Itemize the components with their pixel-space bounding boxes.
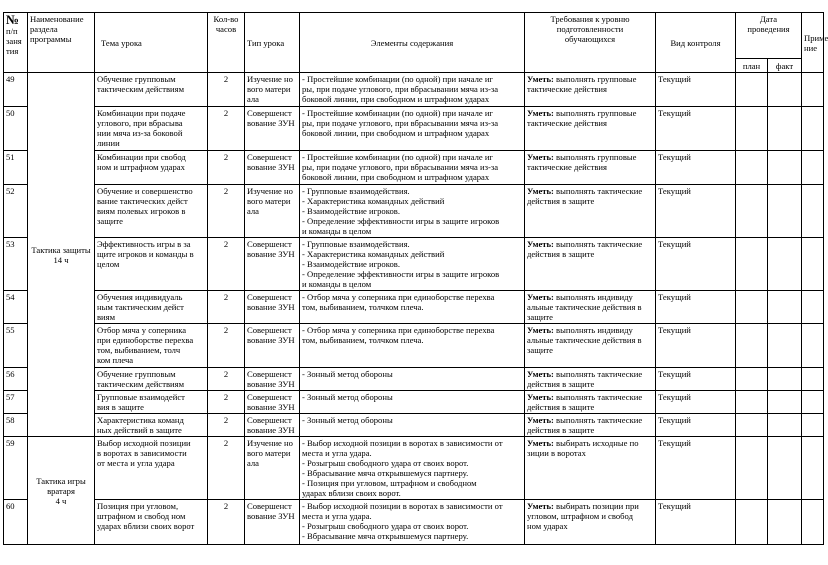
lesson-control: Текущий bbox=[656, 185, 736, 238]
lesson-number: 59 bbox=[4, 437, 28, 500]
lesson-control: Текущий bbox=[656, 73, 736, 107]
date-plan bbox=[736, 185, 768, 238]
lesson-number: 52 bbox=[4, 185, 28, 238]
table-row bbox=[4, 437, 824, 500]
lesson-number: 60 bbox=[4, 500, 28, 545]
header-num bbox=[4, 13, 28, 73]
lesson-number: 49 bbox=[4, 73, 28, 107]
header-plan: план bbox=[736, 59, 768, 73]
lesson-type: Совершенст вование ЗУН bbox=[245, 414, 300, 437]
requirement-text: выбирать позиции при угловом, штрафном и свобод ном ударах bbox=[527, 501, 639, 531]
table-row bbox=[4, 185, 824, 238]
lesson-type: Совершенст вование ЗУН bbox=[245, 107, 300, 151]
header-row bbox=[4, 13, 824, 59]
lesson-requirements bbox=[525, 185, 656, 238]
lesson-note bbox=[802, 437, 824, 500]
date-fact bbox=[768, 437, 802, 500]
header-elements: Элементы содержания bbox=[300, 13, 525, 73]
date-fact bbox=[768, 414, 802, 437]
lesson-topic: Характеристика команд ных действий в защите bbox=[95, 414, 208, 437]
lesson-control: Текущий bbox=[656, 151, 736, 185]
lesson-requirements bbox=[525, 107, 656, 151]
lesson-hours: 2 bbox=[208, 391, 245, 414]
lesson-elements: - Зонный метод обороны bbox=[300, 414, 525, 437]
header-fact: факт bbox=[768, 59, 802, 73]
table-row bbox=[4, 238, 824, 291]
date-fact bbox=[768, 107, 802, 151]
lesson-control: Текущий bbox=[656, 391, 736, 414]
lesson-number: 58 bbox=[4, 414, 28, 437]
requirement-label: Уметь: bbox=[527, 415, 554, 425]
lesson-requirements bbox=[525, 151, 656, 185]
table-row bbox=[4, 368, 824, 391]
lesson-requirements bbox=[525, 291, 656, 324]
lesson-number: 50 bbox=[4, 107, 28, 151]
lesson-requirements bbox=[525, 324, 656, 368]
lesson-requirements bbox=[525, 368, 656, 391]
section-name: Тактика игры вратаря 4 ч bbox=[28, 437, 95, 545]
lesson-topic: Комбинации при свобод ном и штрафном ударах bbox=[95, 151, 208, 185]
lesson-number: 57 bbox=[4, 391, 28, 414]
lesson-requirements bbox=[525, 73, 656, 107]
lesson-note bbox=[802, 391, 824, 414]
requirement-label: Уметь: bbox=[527, 392, 554, 402]
lesson-note bbox=[802, 151, 824, 185]
date-plan bbox=[736, 324, 768, 368]
date-fact bbox=[768, 368, 802, 391]
lesson-type: Совершенст вование ЗУН bbox=[245, 368, 300, 391]
lesson-control: Текущий bbox=[656, 324, 736, 368]
date-plan bbox=[736, 107, 768, 151]
table-row bbox=[4, 73, 824, 107]
lesson-hours: 2 bbox=[208, 238, 245, 291]
header-date: Дата проведения bbox=[736, 13, 802, 59]
requirement-text: выполнять групповые тактические действия bbox=[527, 74, 637, 94]
table-row bbox=[4, 414, 824, 437]
requirement-label: Уметь: bbox=[527, 292, 554, 302]
lesson-elements: - Зонный метод обороны bbox=[300, 368, 525, 391]
date-fact bbox=[768, 324, 802, 368]
lesson-hours: 2 bbox=[208, 185, 245, 238]
requirement-text: выполнять групповые тактические действия bbox=[527, 108, 637, 128]
lesson-type: Изучение но вого матери ала bbox=[245, 185, 300, 238]
requirement-text: выполнять тактические действия в защите bbox=[527, 186, 643, 206]
requirement-label: Уметь: bbox=[527, 438, 554, 448]
lesson-note bbox=[802, 73, 824, 107]
lesson-hours: 2 bbox=[208, 414, 245, 437]
header-topic: Тема урока bbox=[95, 13, 208, 73]
header-hours: Кол-во часов bbox=[208, 13, 245, 73]
lesson-hours: 2 bbox=[208, 151, 245, 185]
table-row bbox=[4, 391, 824, 414]
date-plan bbox=[736, 238, 768, 291]
lesson-requirements bbox=[525, 238, 656, 291]
lesson-topic: Отбор мяча у соперника при единоборстве перехва том, выбиванием, толч ком плеча bbox=[95, 324, 208, 368]
lesson-requirements bbox=[525, 414, 656, 437]
requirement-text: выполнять индивиду альные тактические действия в защите bbox=[527, 325, 642, 355]
lesson-requirements bbox=[525, 391, 656, 414]
date-fact bbox=[768, 291, 802, 324]
number-sign: № bbox=[6, 12, 20, 27]
header-section: Наименование раздела программы bbox=[28, 13, 95, 73]
lesson-elements: - Выбор исходной позиции в воротах в зависимости от места и угла удара. - Розыгрыш свободного удара от своих ворот. - Вбрасывание мяча открывшемуся партнеру. bbox=[300, 500, 525, 545]
lesson-hours: 2 bbox=[208, 368, 245, 391]
requirement-label: Уметь: bbox=[527, 108, 554, 118]
requirement-text: выполнять тактические действия в защите bbox=[527, 392, 643, 412]
lesson-type: Совершенст вование ЗУН bbox=[245, 151, 300, 185]
lesson-hours: 2 bbox=[208, 437, 245, 500]
date-fact bbox=[768, 500, 802, 545]
lesson-note bbox=[802, 185, 824, 238]
requirement-label: Уметь: bbox=[527, 369, 554, 379]
requirement-label: Уметь: bbox=[527, 501, 554, 511]
lesson-topic: Обучение групповым тактическим действиям bbox=[95, 368, 208, 391]
date-fact bbox=[768, 73, 802, 107]
lesson-plan-table bbox=[3, 12, 828, 545]
header-num-label: п/п заня тия bbox=[6, 26, 22, 56]
header-requirements: Требования к уровню подготовленности обучающихся bbox=[525, 13, 656, 73]
lesson-topic: Выбор исходной позиции в воротах в зависимости от места и угла удара bbox=[95, 437, 208, 500]
lesson-elements: - Простейшие комбинации (по одной) при начале иг ры, при подаче углового, при вбрасывании мяча из-за боковой линии, при свободном и штрафном ударах bbox=[300, 151, 525, 185]
lesson-hours: 2 bbox=[208, 107, 245, 151]
lesson-topic: Эффективность игры в за щите игроков и команды в целом bbox=[95, 238, 208, 291]
requirement-label: Уметь: bbox=[527, 152, 554, 162]
lesson-number: 56 bbox=[4, 368, 28, 391]
lesson-requirements bbox=[525, 437, 656, 500]
lesson-control: Текущий bbox=[656, 238, 736, 291]
lesson-control: Текущий bbox=[656, 437, 736, 500]
lesson-note bbox=[802, 368, 824, 391]
header-note: Приме ние bbox=[802, 13, 824, 73]
date-plan bbox=[736, 414, 768, 437]
lesson-note bbox=[802, 238, 824, 291]
lesson-type: Совершенст вование ЗУН bbox=[245, 500, 300, 545]
lesson-note bbox=[802, 291, 824, 324]
table-row bbox=[4, 291, 824, 324]
lesson-type: Совершенст вование ЗУН bbox=[245, 391, 300, 414]
lesson-elements: - Простейшие комбинации (по одной) при начале иг ры, при подаче углового, при вбрасывании мяча из-за боковой линии, при свободном и штрафном ударах bbox=[300, 73, 525, 107]
requirement-text: выполнять тактические действия в защите bbox=[527, 369, 643, 389]
lesson-note bbox=[802, 324, 824, 368]
lesson-elements: - Отбор мяча у соперника при единоборстве перехва том, выбиванием, толчком плеча. bbox=[300, 324, 525, 368]
lesson-note bbox=[802, 107, 824, 151]
requirement-text: выполнять групповые тактические действия bbox=[527, 152, 637, 172]
date-plan bbox=[736, 500, 768, 545]
lesson-number: 53 bbox=[4, 238, 28, 291]
lesson-topic: Обучение и совершенство вание тактических дейст виям полевых игроков в защите bbox=[95, 185, 208, 238]
date-plan bbox=[736, 437, 768, 500]
requirement-label: Уметь: bbox=[527, 186, 554, 196]
requirement-text: выполнять тактические действия в защите bbox=[527, 239, 643, 259]
date-fact bbox=[768, 151, 802, 185]
lesson-topic: Обучение групповым тактическим действиям bbox=[95, 73, 208, 107]
lesson-type: Совершенст вование ЗУН bbox=[245, 238, 300, 291]
date-plan bbox=[736, 73, 768, 107]
lesson-topic: Комбинации при подаче углового, при вбрасыва нии мяча из-за боковой линии bbox=[95, 107, 208, 151]
lesson-topic: Обучения индивидуаль ным тактическим дейст виям bbox=[95, 291, 208, 324]
lesson-elements: - Простейшие комбинации (по одной) при начале иг ры, при подаче углового, при вбрасывании мяча из-за боковой линии, при свободном и штрафном ударах bbox=[300, 107, 525, 151]
lesson-topic: Позиция при угловом, штрафном и свобод ном ударах вблизи своих ворот bbox=[95, 500, 208, 545]
lesson-elements: - Групповые взаимодействия. - Характеристика командных действий - Взаимодействие игроков. - Определение эффективности игры в защите игроков и команды в целом bbox=[300, 238, 525, 291]
date-plan bbox=[736, 391, 768, 414]
lesson-control: Текущий bbox=[656, 414, 736, 437]
table-row bbox=[4, 500, 824, 545]
table-row bbox=[4, 324, 824, 368]
date-plan bbox=[736, 368, 768, 391]
header-control: Вид контроля bbox=[656, 13, 736, 73]
lesson-elements: - Зонный метод обороны bbox=[300, 391, 525, 414]
lesson-control: Текущий bbox=[656, 500, 736, 545]
lesson-type: Совершенст вование ЗУН bbox=[245, 324, 300, 368]
lesson-hours: 2 bbox=[208, 291, 245, 324]
lesson-topic: Групповые взаимодейст вия в защите bbox=[95, 391, 208, 414]
lesson-note bbox=[802, 414, 824, 437]
lesson-number: 51 bbox=[4, 151, 28, 185]
lesson-control: Текущий bbox=[656, 368, 736, 391]
header-type: Тип урока bbox=[245, 13, 300, 73]
lesson-number: 54 bbox=[4, 291, 28, 324]
date-fact bbox=[768, 391, 802, 414]
table-row bbox=[4, 107, 824, 151]
lesson-elements: - Отбор мяча у соперника при единоборстве перехва том, выбиванием, толчком плеча. bbox=[300, 291, 525, 324]
requirement-label: Уметь: bbox=[527, 325, 554, 335]
lesson-type: Изучение но вого матери ала bbox=[245, 437, 300, 500]
lesson-rows bbox=[4, 73, 824, 545]
lesson-type: Изучение но вого матери ала bbox=[245, 73, 300, 107]
table-row bbox=[4, 151, 824, 185]
section-name: Тактика защиты 14 ч bbox=[28, 73, 95, 437]
date-plan bbox=[736, 291, 768, 324]
date-fact bbox=[768, 238, 802, 291]
lesson-elements: - Групповые взаимодействия. - Характеристика командных действий - Взаимодействие игроков. - Определение эффективности игры в защите игроков и команды в целом bbox=[300, 185, 525, 238]
date-plan bbox=[736, 151, 768, 185]
date-fact bbox=[768, 185, 802, 238]
lesson-number: 55 bbox=[4, 324, 28, 368]
requirement-text: выполнять индивиду альные тактические действия в защите bbox=[527, 292, 642, 322]
requirement-text: выбирать исходные по зиции в воротах bbox=[527, 438, 639, 458]
lesson-note bbox=[802, 500, 824, 545]
lesson-control: Текущий bbox=[656, 291, 736, 324]
lesson-hours: 2 bbox=[208, 324, 245, 368]
lesson-hours: 2 bbox=[208, 500, 245, 545]
lesson-hours: 2 bbox=[208, 73, 245, 107]
lesson-requirements bbox=[525, 500, 656, 545]
requirement-label: Уметь: bbox=[527, 239, 554, 249]
requirement-label: Уметь: bbox=[527, 74, 554, 84]
lesson-elements: - Выбор исходной позиции в воротах в зависимости от места и угла удара. - Розыгрыш свободного удара от своих ворот. - Вбрасывание мяча открывшемуся партнеру. - Позиция при угловом, штрафном и свободном ударах вблизи своих ворот. bbox=[300, 437, 525, 500]
lesson-type: Совершенст вование ЗУН bbox=[245, 291, 300, 324]
requirement-text: выполнять тактические действия в защите bbox=[527, 415, 643, 435]
lesson-control: Текущий bbox=[656, 107, 736, 151]
